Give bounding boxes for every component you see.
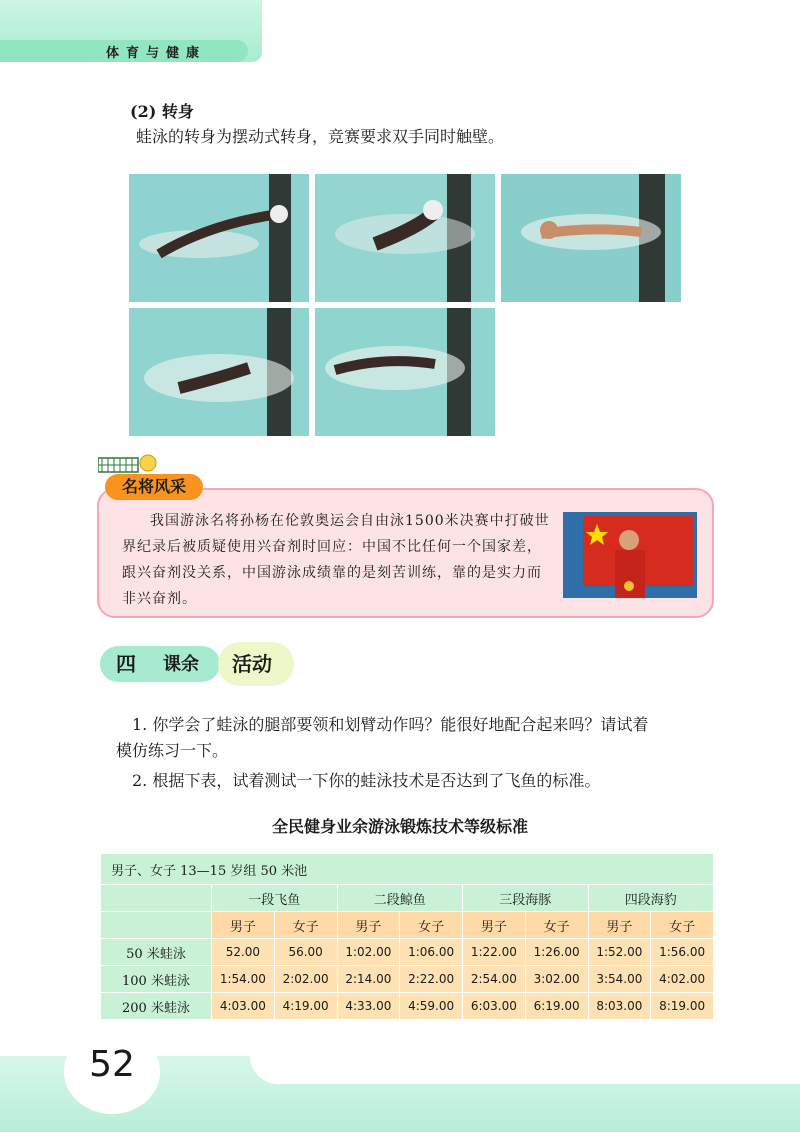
time-cell: 4:59.00 (400, 993, 463, 1020)
gender-header: 女子 (400, 912, 463, 939)
swim-photo-1 (129, 174, 309, 302)
group-header: 一段飞鱼 (212, 885, 338, 912)
group-header: 二段鲸鱼 (337, 885, 463, 912)
time-cell: 2:02.00 (274, 966, 337, 993)
time-cell: 2:14.00 (337, 966, 400, 993)
swim-photo-4 (129, 308, 309, 436)
swim-photo-2 (315, 174, 495, 302)
time-cell: 4:02.00 (651, 966, 714, 993)
gender-header: 男子 (337, 912, 400, 939)
page-number: 52 (89, 1044, 135, 1085)
gender-header: 男子 (463, 912, 526, 939)
time-cell: 4:19.00 (274, 993, 337, 1020)
gender-header: 男子 (588, 912, 651, 939)
table-title: 全民健身业余游泳锻炼技术等级标准 (271, 817, 528, 836)
time-cell: 4:03.00 (212, 993, 275, 1020)
time-cell: 1:06.00 (400, 939, 463, 966)
time-cell: 2:22.00 (400, 966, 463, 993)
time-cell: 1:26.00 (525, 939, 588, 966)
gender-header: 女子 (525, 912, 588, 939)
gender-header: 男子 (212, 912, 275, 939)
time-cell: 2:54.00 (463, 966, 526, 993)
row-label: 200 米蛙泳 (101, 993, 212, 1020)
gender-row (101, 912, 714, 939)
standards-table (100, 853, 714, 1020)
table-row (101, 939, 714, 966)
time-cell: 3:54.00 (588, 966, 651, 993)
time-cell: 6:19.00 (525, 993, 588, 1020)
question-1: 1. 你学会了蛙泳的腿部要领和划臂动作吗？能很好地配合起来吗？请试着 (132, 715, 649, 734)
gender-header: 女子 (651, 912, 714, 939)
corner-cell (101, 912, 212, 939)
time-cell: 56.00 (274, 939, 337, 966)
time-cell: 1:02.00 (337, 939, 400, 966)
time-cell: 3:02.00 (525, 966, 588, 993)
activity-title: 活动 (232, 652, 272, 676)
table-row (101, 993, 714, 1020)
row-label: 50 米蛙泳 (101, 939, 212, 966)
table-row (101, 966, 714, 993)
swim-photo-5 (315, 308, 495, 436)
row-label: 100 米蛙泳 (101, 966, 212, 993)
group-header: 四段海豹 (588, 885, 714, 912)
time-cell: 8:03.00 (588, 993, 651, 1020)
section-subtitle: (2) 转身 (130, 102, 194, 121)
group-row (101, 885, 714, 912)
time-cell: 1:22.00 (463, 939, 526, 966)
section-text: 蛙泳的转身为摆动式转身，竞赛要求双手同时触壁。 (136, 127, 505, 146)
group-header: 三段海豚 (463, 885, 589, 912)
footer-strip (250, 1056, 800, 1084)
corner-cell (101, 885, 212, 912)
swim-photo-3 (501, 174, 681, 302)
time-cell: 1:56.00 (651, 939, 714, 966)
time-cell: 1:54.00 (212, 966, 275, 993)
time-cell: 1:52.00 (588, 939, 651, 966)
question-2: 2. 根据下表，试着测试一下你的蛙泳技术是否达到了飞鱼的标准。 (132, 771, 601, 790)
time-cell: 4:33.00 (337, 993, 400, 1020)
gender-header: 女子 (274, 912, 337, 939)
time-cell: 52.00 (212, 939, 275, 966)
activity-label: 课余 (163, 654, 199, 675)
fame-text: 我国游泳名将孙杨在伦敦奥运会自由泳1500米决赛中打破世界纪录后被质疑使用兴奋剂时回应：中国不比任何一个国家差，跟兴奋剂没关系，中国游泳成绩靠的是刻苦训练，靠的是实力而非兴奋剂。 (122, 513, 550, 607)
time-cell: 8:19.00 (651, 993, 714, 1020)
time-cell: 6:03.00 (463, 993, 526, 1020)
book-title: 体育与健康 (106, 46, 207, 61)
fame-tag: 名将风采 (105, 474, 203, 500)
question-1-cont: 模仿练习一下。 (116, 741, 229, 760)
activity-number: 四 (116, 652, 136, 676)
table-caption: 男子、女子 13—15 岁组 50 米池 (101, 854, 714, 885)
athlete-photo (563, 512, 697, 598)
